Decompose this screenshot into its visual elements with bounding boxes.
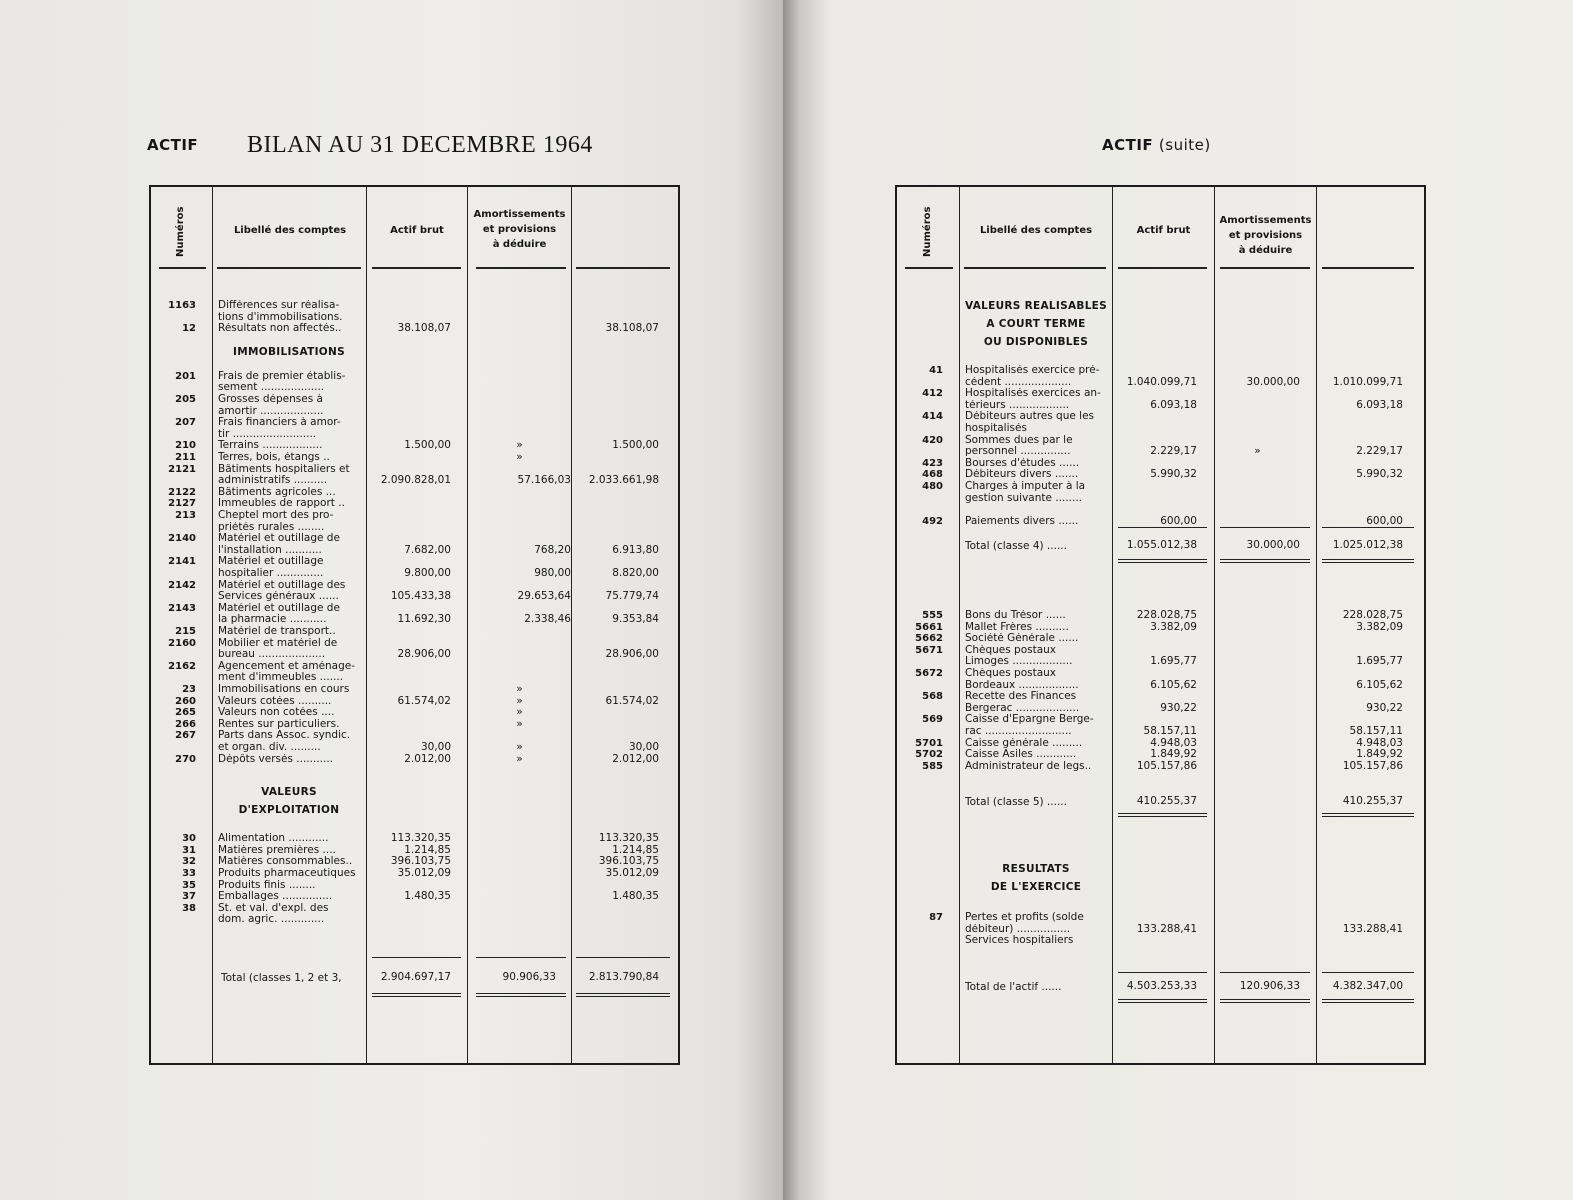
account-number: 38 xyxy=(182,902,196,914)
account-number: 210 xyxy=(175,440,196,452)
account-number: 205 xyxy=(175,394,196,405)
account-label: priétés rurales ........ xyxy=(218,521,325,533)
actif-brut-value: 1.500,00 xyxy=(404,439,451,452)
account-number: 2142 xyxy=(168,579,196,591)
total-classe-4-label: Total (classe 4) ...... xyxy=(965,540,1067,552)
section-resultats-exercice: RESULTATS DE L'EXERCICE xyxy=(990,863,1082,893)
col-libelle-header: Libellé des comptes xyxy=(233,225,347,236)
account-number: 480 xyxy=(922,481,943,492)
account-number: 213 xyxy=(175,510,196,521)
account-label: tir ......................... xyxy=(218,428,317,440)
account-label: et organ. div. ......... xyxy=(218,742,321,753)
account-number: 5671 xyxy=(915,644,943,656)
account-label: Emballages ............... xyxy=(218,891,333,903)
account-label: Mobilier et matériel de xyxy=(218,637,338,649)
net-value: 1.695,77 xyxy=(1356,655,1403,668)
amortissement-value: 29.653,64 xyxy=(517,590,571,603)
left-actif-label: ACTIF xyxy=(147,136,199,154)
net-value: 396.103,75 xyxy=(598,855,659,868)
total-classe-5-net: 410.255,37 xyxy=(1342,795,1403,807)
account-number: 568 xyxy=(922,691,943,703)
net-value: 1.480,35 xyxy=(612,890,659,903)
net-value: 38.108,07 xyxy=(605,322,659,335)
account-number: 468 xyxy=(922,469,943,481)
account-label: Matériel de transport.. xyxy=(218,626,336,637)
account-label: Agencement et aménage- xyxy=(218,660,356,672)
actif-brut-value: 105.433,38 xyxy=(390,590,451,603)
amortissement-value: » xyxy=(516,706,523,719)
account-label: Caisse d'Epargne Berge- xyxy=(965,714,1094,726)
actif-brut-value: 6.093,18 xyxy=(1150,398,1197,411)
left-total-actif-brut: 2.904.697,17 xyxy=(380,971,451,983)
col-amortissements-header: Amortissements et provisions à déduire xyxy=(473,209,566,250)
net-value: 35.012,09 xyxy=(605,867,659,879)
actif-brut-value: 9.800,00 xyxy=(404,567,451,579)
account-number: 260 xyxy=(175,695,196,707)
actif-brut-value: 1.695,77 xyxy=(1150,655,1197,668)
actif-brut-value: 105.157,86 xyxy=(1136,759,1197,772)
actif-brut-value: 6.105,62 xyxy=(1150,678,1197,691)
account-number: 12 xyxy=(182,323,196,335)
account-number: 31 xyxy=(182,844,196,856)
actif-brut-value: 28.906,00 xyxy=(397,648,451,661)
account-number: 492 xyxy=(922,515,943,527)
col-numeros-header: Numéros xyxy=(922,206,933,257)
actif-brut-value: 1.040.099,71 xyxy=(1126,375,1197,388)
net-value: 133.288,41 xyxy=(1342,922,1403,935)
account-label: Matériel et outillage des xyxy=(218,579,346,591)
account-label: Matières consommables.. xyxy=(218,856,353,868)
account-label: cédent .................... xyxy=(965,376,1072,388)
account-label: bureau .................... xyxy=(218,649,326,661)
total-actif-label: Total de l'actif ...... xyxy=(965,981,1062,993)
account-number: 5661 xyxy=(915,621,943,633)
amortissement-value: » xyxy=(1254,445,1261,458)
amortissement-value: 768,20 xyxy=(534,543,571,556)
account-number: 35 xyxy=(182,879,196,891)
account-label: sement ................... xyxy=(218,382,325,394)
account-number: 265 xyxy=(175,707,196,719)
net-value: 600,00 xyxy=(1366,514,1403,527)
col-amortissements-header: Amortissements et provisions à déduire xyxy=(1219,215,1312,256)
account-label: personnel ............... xyxy=(965,446,1071,458)
account-number: 37 xyxy=(182,891,196,903)
net-value: 6.105,62 xyxy=(1356,678,1403,691)
account-label: Rentes sur particuliers. xyxy=(218,718,340,730)
account-label: Chèques postaux xyxy=(965,644,1057,656)
net-value: 9.353,84 xyxy=(612,613,659,626)
left-total-label: Total (classes 1, 2 et 3, xyxy=(221,972,342,984)
net-value: 2.033.661,98 xyxy=(588,474,659,487)
account-label: Hospitalisés exercices an- xyxy=(965,388,1101,400)
actif-brut-value: 600,00 xyxy=(1160,514,1197,527)
account-label: Caisse générale ......... xyxy=(965,737,1083,749)
account-label: Administrateur de legs.. xyxy=(965,760,1092,772)
right-actif-label: ACTIF (suite) xyxy=(1102,136,1211,154)
account-label: Différences sur réalisa- xyxy=(218,300,340,311)
account-number: 414 xyxy=(922,411,943,423)
account-label: Bons du Trésor ...... xyxy=(965,610,1066,621)
total-classe-4-net: 1.025.012,38 xyxy=(1332,539,1403,551)
left-page-title: BILAN AU 31 DECEMBRE 1964 xyxy=(247,132,593,158)
actif-brut-value: 7.682,00 xyxy=(404,543,451,556)
account-label: Matières premières .... xyxy=(218,844,336,856)
total-actif-net: 4.382.347,00 xyxy=(1332,980,1403,992)
account-number: 201 xyxy=(175,370,196,382)
account-number: 270 xyxy=(175,753,196,765)
actif-brut-value: 228.028,75 xyxy=(1136,609,1197,621)
account-label: Bordeaux .................. xyxy=(965,679,1079,691)
actif-brut-value: 2.229,17 xyxy=(1150,445,1197,458)
actif-brut-value: 11.692,30 xyxy=(397,613,451,626)
amortissement-value: » xyxy=(516,451,523,463)
net-value: 1.849,92 xyxy=(1356,748,1403,761)
account-label: Mallet Frères .......... xyxy=(965,621,1069,633)
amortissement-value: » xyxy=(516,741,523,753)
net-value: 75.779,74 xyxy=(605,590,659,603)
net-value: 2.229,17 xyxy=(1356,445,1403,458)
account-number: 2141 xyxy=(168,556,196,568)
actif-brut-value: 61.574,02 xyxy=(397,694,451,707)
amortissement-value: 2.338,46 xyxy=(524,613,571,626)
account-label: Bâtiments hospitaliers et xyxy=(218,463,350,475)
account-number: 5672 xyxy=(915,668,943,679)
account-label: Frais de premier établis- xyxy=(218,370,346,382)
actif-brut-value: 30,00 xyxy=(420,741,451,753)
col-actif-brut-header: Actif brut xyxy=(390,225,444,236)
actif-brut-value: 1.214,85 xyxy=(404,843,451,856)
col-actif-brut-header: Actif brut xyxy=(1136,225,1191,236)
account-label: l'installation ........... xyxy=(218,544,322,556)
net-value: 6.093,18 xyxy=(1356,398,1403,411)
account-label: gestion suivante ........ xyxy=(965,492,1083,504)
net-value: 61.574,02 xyxy=(605,694,659,707)
amortissement-value: » xyxy=(516,439,523,452)
account-number: 266 xyxy=(175,718,196,730)
actif-brut-value: 1.849,92 xyxy=(1150,748,1197,761)
net-value: 113.320,35 xyxy=(598,832,659,845)
amortissement-value: » xyxy=(516,752,523,765)
col-numeros-header: Numéros xyxy=(175,206,186,257)
actif-brut-value: 396.103,75 xyxy=(390,855,451,868)
account-label: Recette des Finances xyxy=(965,691,1077,703)
net-value: 30,00 xyxy=(628,741,659,753)
net-value: 1.214,85 xyxy=(612,843,659,856)
account-number: 41 xyxy=(929,365,943,376)
account-number: 267 xyxy=(175,730,196,742)
actif-brut-value: 2.012,00 xyxy=(404,752,451,765)
account-label: Dépôts versés ........... xyxy=(218,753,334,765)
amortissement-value: 980,00 xyxy=(534,567,571,579)
account-label: Matériel et outillage de xyxy=(218,533,340,545)
net-value: 8.820,00 xyxy=(612,567,659,579)
left-total-amortissements: 90.906,33 xyxy=(502,971,556,983)
net-value: 28.906,00 xyxy=(605,648,659,661)
account-number: 32 xyxy=(182,856,196,868)
total-classe-4-amortissements: 30.000,00 xyxy=(1246,539,1300,551)
account-label: Valeurs cotées .......... xyxy=(218,695,332,707)
account-label: rac .......................... xyxy=(965,726,1072,737)
account-number: 5702 xyxy=(915,749,943,761)
account-number: 5662 xyxy=(915,633,943,645)
actif-brut-value: 5.990,32 xyxy=(1150,468,1197,481)
amortissement-value: » xyxy=(516,717,523,730)
account-label: Débiteurs autres que les xyxy=(965,411,1095,423)
actif-brut-value: 38.108,07 xyxy=(397,322,451,335)
account-label: dom. agric. ............. xyxy=(218,914,325,926)
account-label: Terres, bois, étangs .. xyxy=(218,452,330,463)
account-label: Terrains .................. xyxy=(218,440,323,452)
account-label: hospitalisés xyxy=(965,423,1027,434)
account-label: Charges à imputer à la xyxy=(965,481,1086,492)
account-label: Paiements divers ...... xyxy=(965,515,1079,527)
account-label: St. et val. d'expl. des xyxy=(218,902,329,914)
account-number: 412 xyxy=(922,388,943,400)
total-classe-5-label: Total (classe 5) ...... xyxy=(965,796,1067,808)
net-value: 228.028,75 xyxy=(1342,609,1403,621)
account-label: Bourses d'études ...... xyxy=(965,457,1080,469)
account-label: Services généraux ...... xyxy=(218,591,339,603)
account-label: Matériel et outillage xyxy=(218,556,324,568)
account-number: 207 xyxy=(175,417,196,429)
total-classe-4-actif-brut: 1.055.012,38 xyxy=(1126,539,1197,551)
account-label: Bâtiments agricoles ... xyxy=(218,486,336,498)
account-number: 30 xyxy=(182,833,196,845)
account-label: tions d'immobilisations. xyxy=(218,311,343,323)
account-label: Grosses dépenses à xyxy=(218,394,323,405)
actif-brut-value: 4.948,03 xyxy=(1150,736,1197,749)
net-value: 6.913,80 xyxy=(612,543,659,556)
account-label: ment d'immeubles ....... xyxy=(218,672,344,684)
account-label: Limoges .................. xyxy=(965,656,1073,668)
account-number: 87 xyxy=(929,912,943,923)
account-label: Matériel et outillage de xyxy=(218,602,340,614)
account-number: 2127 xyxy=(168,498,196,510)
actif-brut-value: 113.320,35 xyxy=(390,832,451,845)
right-balance-table xyxy=(895,185,1426,1065)
account-label: Cheptel mort des pro- xyxy=(218,510,334,521)
actif-brut-value: 1.480,35 xyxy=(404,890,451,903)
actif-brut-value: 58.157,11 xyxy=(1143,725,1197,737)
actif-brut-value: 930,22 xyxy=(1160,701,1197,714)
account-label: Hospitalisés exercice pré- xyxy=(965,365,1100,376)
account-label: Parts dans Assoc. syndic. xyxy=(218,730,351,742)
account-number: 2122 xyxy=(168,486,196,498)
net-value: 930,22 xyxy=(1366,701,1403,714)
net-value: 1.500,00 xyxy=(612,439,659,452)
account-number: 423 xyxy=(922,457,943,469)
left-total-net: 2.813.790,84 xyxy=(588,971,659,983)
account-label: Débiteurs divers ....... xyxy=(965,469,1079,481)
section-heading: D'EXPLOITATION xyxy=(238,804,340,817)
account-label: Services hospitaliers xyxy=(965,935,1074,947)
amortissement-value: 57.166,03 xyxy=(517,474,571,487)
net-value: 5.990,32 xyxy=(1356,468,1403,481)
amortissement-value: » xyxy=(516,683,523,695)
account-number: 569 xyxy=(922,714,943,726)
account-label: Résultats non affectés.. xyxy=(218,323,342,335)
account-label: débiteur) ................ xyxy=(965,923,1071,935)
account-number: 215 xyxy=(175,626,196,637)
total-classe-5-actif-brut: 410.255,37 xyxy=(1136,795,1197,807)
account-label: administratifs .......... xyxy=(218,475,328,487)
account-label: la pharmacie ........... xyxy=(218,614,327,626)
account-number: 5701 xyxy=(915,737,943,749)
account-label: hospitalier .............. xyxy=(218,568,324,579)
account-label: Immobilisations en cours xyxy=(218,684,350,695)
account-label: Immeubles de rapport .. xyxy=(218,498,345,510)
account-label: Produits finis ........ xyxy=(218,879,316,891)
account-number: 1163 xyxy=(168,300,196,311)
amortissement-value: 30.000,00 xyxy=(1246,375,1300,388)
actif-brut-value: 3.382,09 xyxy=(1150,620,1197,633)
account-label: Bergerac ................... xyxy=(965,702,1080,714)
section-heading: IMMOBILISATIONS xyxy=(233,345,345,358)
account-label: Caisse Asiles ............ xyxy=(965,749,1077,761)
net-value: 3.382,09 xyxy=(1356,620,1403,633)
account-number: 2121 xyxy=(168,463,196,475)
actif-brut-value: 133.288,41 xyxy=(1136,922,1197,935)
account-number: 33 xyxy=(182,868,196,879)
net-value: 58.157,11 xyxy=(1349,725,1403,737)
account-number: 2160 xyxy=(168,637,196,649)
net-value: 4.948,03 xyxy=(1356,736,1403,749)
amortissement-value: » xyxy=(516,694,523,707)
account-number: 211 xyxy=(175,452,196,463)
account-label: Chèques postaux xyxy=(965,668,1057,679)
account-label: Sommes dues par le xyxy=(965,434,1073,446)
net-value: 105.157,86 xyxy=(1342,759,1403,772)
account-label: Valeurs non cotées .... xyxy=(218,707,335,719)
net-value: 2.012,00 xyxy=(612,752,659,765)
account-number: 23 xyxy=(182,684,196,695)
account-label: amortir ................... xyxy=(218,405,324,417)
account-label: térieurs .................. xyxy=(965,399,1070,411)
account-label: Pertes et profits (solde xyxy=(965,912,1084,923)
section-valeurs-realisables: VALEURS REALISABLES A COURT TERME OU DISPONIBLES xyxy=(964,300,1108,348)
total-actif-amortissements: 120.906,33 xyxy=(1239,980,1300,992)
account-number: 2140 xyxy=(168,533,196,545)
account-label: Alimentation ............ xyxy=(218,833,329,845)
col-libelle-header: Libellé des comptes xyxy=(979,225,1093,236)
actif-brut-value: 35.012,09 xyxy=(397,867,451,879)
left-balance-table xyxy=(149,185,680,1065)
account-number: 420 xyxy=(922,434,943,446)
account-label: Produits pharmaceutiques xyxy=(218,868,356,879)
actif-brut-value: 2.090.828,01 xyxy=(380,474,451,487)
account-number: 2143 xyxy=(168,602,196,614)
account-number: 585 xyxy=(922,760,943,772)
account-label: Frais financiers à amor- xyxy=(218,417,341,429)
total-actif-brut: 4.503.253,33 xyxy=(1126,980,1197,992)
section-heading: VALEURS xyxy=(261,786,317,799)
net-value: 1.010.099,71 xyxy=(1332,375,1403,388)
account-number: 2162 xyxy=(168,660,196,672)
account-label: Société Générale ...... xyxy=(965,633,1079,645)
account-number: 555 xyxy=(922,610,943,621)
